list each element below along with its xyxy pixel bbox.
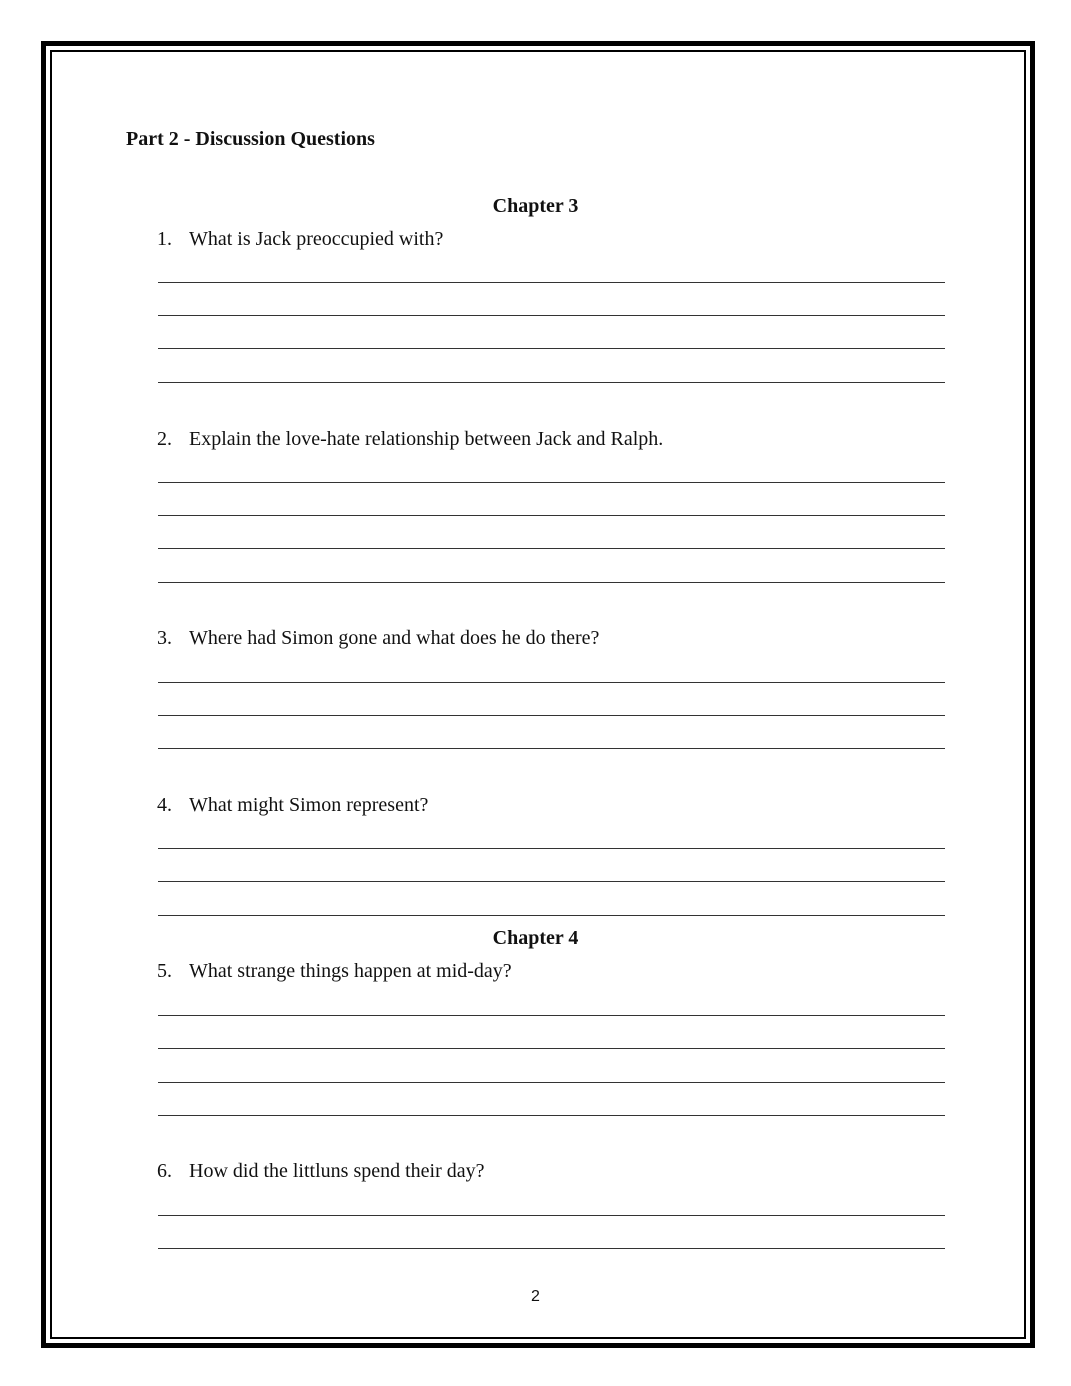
answer-line[interactable] (158, 548, 945, 549)
question-text: Where had Simon gone and what does he do there? (189, 627, 600, 649)
answer-line[interactable] (158, 1115, 945, 1116)
answer-line[interactable] (158, 348, 945, 349)
answer-line[interactable] (158, 881, 945, 882)
answer-line[interactable] (158, 282, 945, 283)
question-number: 6. (157, 1160, 172, 1182)
page-number: 2 (531, 1288, 540, 1305)
answer-line[interactable] (158, 1082, 945, 1083)
question-5 (157, 959, 512, 983)
question-number: 5. (157, 960, 172, 982)
question-2 (157, 427, 663, 451)
answer-line[interactable] (158, 715, 945, 716)
question-1 (157, 227, 443, 251)
answer-line[interactable] (158, 915, 945, 916)
answer-line[interactable] (158, 515, 945, 516)
chapter-heading-4: Chapter 4 (492, 927, 579, 949)
question-3 (157, 626, 599, 650)
answer-line[interactable] (158, 315, 945, 316)
answer-line[interactable] (158, 1015, 945, 1016)
question-text: How did the littluns spend their day? (189, 1160, 485, 1182)
section-title: Part 2 - Discussion Questions (126, 128, 375, 150)
answer-line[interactable] (158, 582, 945, 583)
chapter-heading-3: Chapter 3 (492, 195, 579, 217)
question-number: 3. (157, 627, 172, 649)
answer-line[interactable] (158, 848, 945, 849)
question-4 (157, 793, 428, 817)
answer-line[interactable] (158, 682, 945, 683)
question-text: What strange things happen at mid-day? (189, 960, 512, 982)
question-text: Explain the love-hate relationship between Jack and Ralph. (189, 428, 664, 450)
answer-line[interactable] (158, 1248, 945, 1249)
answer-line[interactable] (158, 482, 945, 483)
question-number: 2. (157, 428, 172, 450)
question-number: 1. (157, 228, 172, 250)
answer-line[interactable] (158, 1048, 945, 1049)
answer-line[interactable] (158, 1215, 945, 1216)
question-number: 4. (157, 794, 172, 816)
question-text: What might Simon represent? (189, 794, 429, 816)
question-6 (157, 1159, 485, 1183)
answer-line[interactable] (158, 748, 945, 749)
question-text: What is Jack preoccupied with? (189, 228, 444, 250)
answer-line[interactable] (158, 382, 945, 383)
